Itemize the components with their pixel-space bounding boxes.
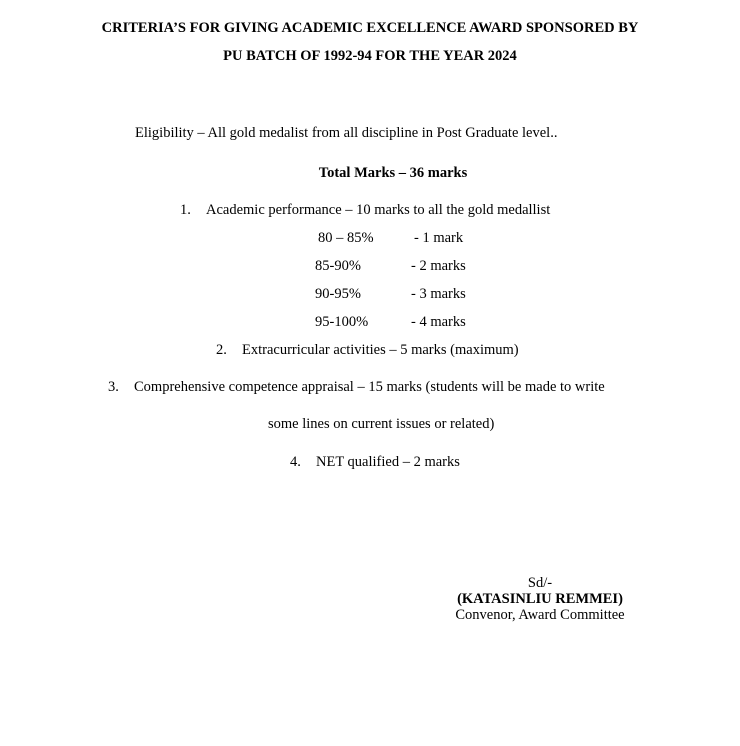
eligibility-text: Eligibility – All gold medalist from all discipline in Post Graduate level.. [135,125,558,141]
criterion-1 [180,202,550,219]
criterion-1-number: 1. [180,202,191,218]
criterion-1-text: Academic performance – 10 marks to all the gold medallist [206,202,551,218]
grade-row-2 [315,258,466,275]
grade-marks: - 2 marks [411,258,466,274]
grade-marks: - 4 marks [411,314,466,330]
grade-range: 95-100% [315,314,369,330]
criterion-3 [108,379,605,396]
grade-marks: - 3 marks [411,286,466,302]
criterion-4 [290,454,460,471]
grade-range: 80 – 85% [318,230,374,246]
grade-range: 85-90% [315,258,361,274]
criterion-2 [216,342,519,359]
grade-row-3 [315,286,466,303]
criterion-2-number: 2. [216,342,227,358]
criterion-4-text: NET qualified – 2 marks [316,454,460,470]
criterion-2-text: Extracurricular activities – 5 marks (maximum) [242,342,519,358]
total-marks-heading: Total Marks – 36 marks [318,165,468,181]
criterion-3-continuation: some lines on current issues or related) [268,416,495,432]
signature-sd: Sd/- [527,575,553,591]
document-title-line-1: CRITERIA’S FOR GIVING ACADEMIC EXCELLENCE AWARD SPONSORED BY [101,20,639,36]
grade-row-4 [315,314,466,331]
signature-block [430,575,650,623]
grade-range: 90-95% [315,286,361,302]
criterion-4-number: 4. [290,454,301,470]
signatory-name: (KATASINLIU REMMEI) [457,591,623,607]
grade-marks: - 1 mark [414,230,464,246]
signatory-designation: Convenor, Award Committee [455,607,625,623]
criterion-3-text: Comprehensive competence appraisal – 15 marks (students will be made to write [134,379,605,395]
grade-row-1 [318,230,463,247]
criterion-3-number: 3. [108,379,119,395]
document-title-line-2: PU BATCH OF 1992-94 FOR THE YEAR 2024 [223,48,517,64]
